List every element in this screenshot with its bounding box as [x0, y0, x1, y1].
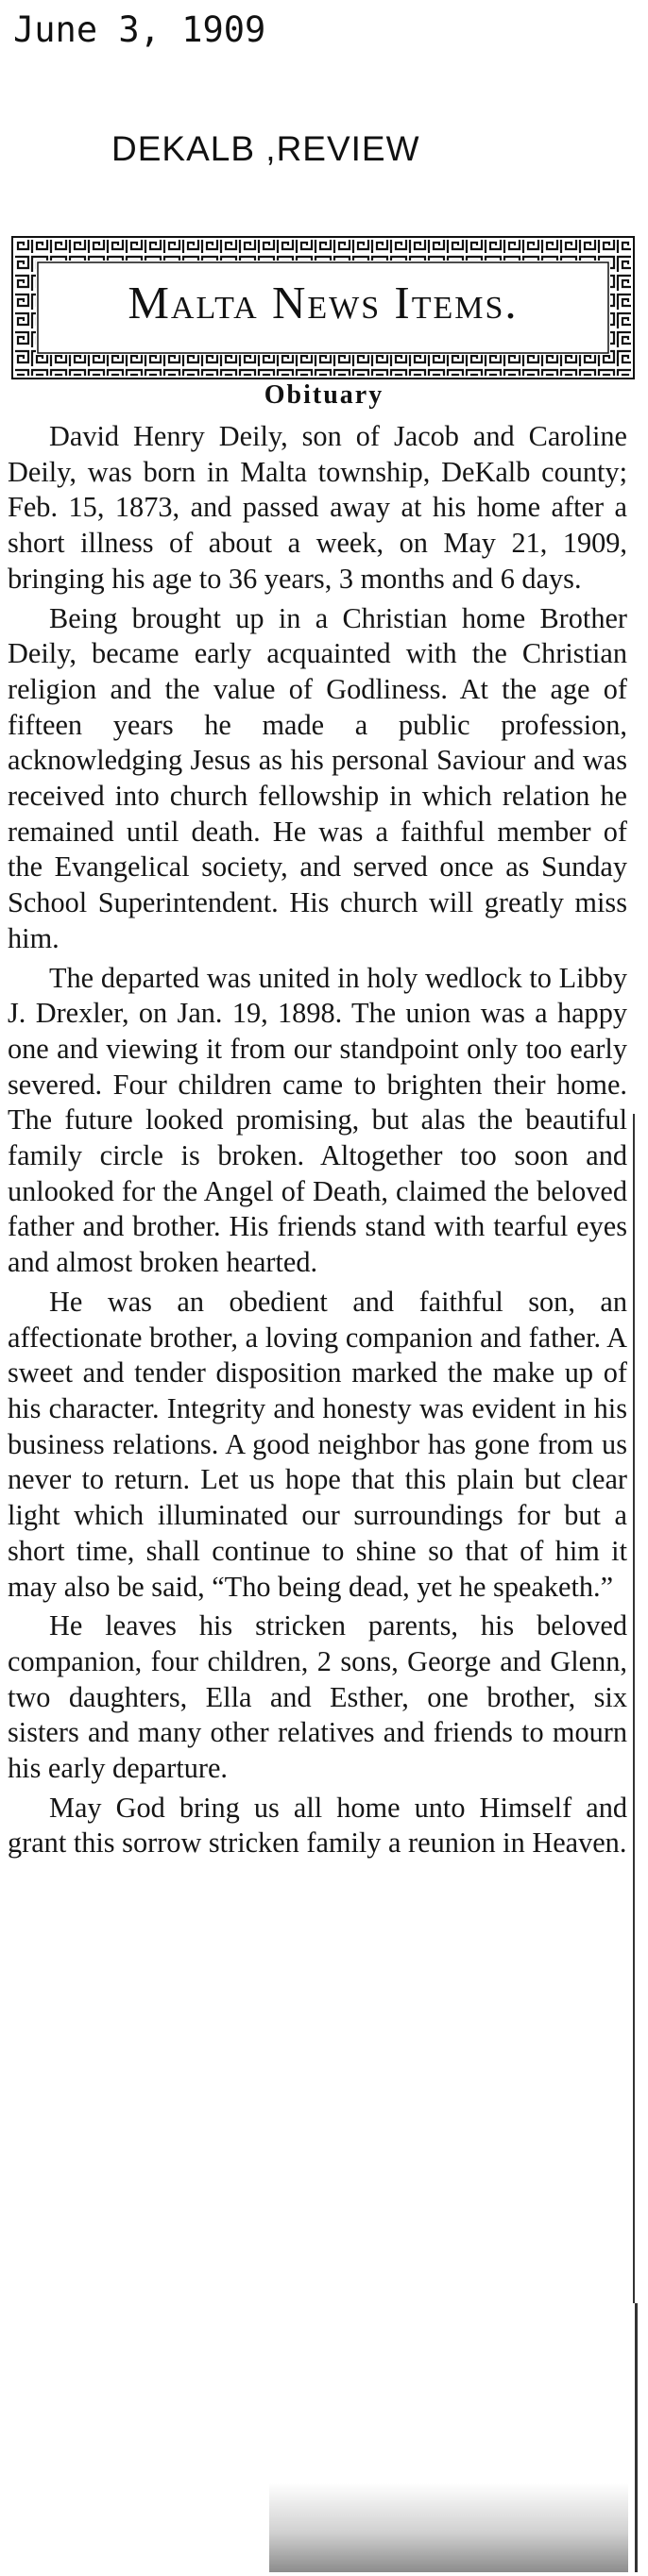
paragraph: David Henry Deily, son of Jacob and Caroline Deily, was born in Malta township, DeKalb county; Feb. 15, 1873, and passed away at his home after a short illness of about a week, on May 21, 1909, bringing his age to 36 years, 3 months and 6 days. — [8, 420, 627, 595]
article-body — [8, 419, 627, 1865]
column-masthead — [11, 236, 635, 379]
paragraph: The departed was united in holy wedlock to Libby J. Drexler, on Jan. 19, 1898. The union was a happy one and viewing it from our standpoint only too early severed. Four children came to brighten their home. The future looked promising, but alas the beautiful family circle is broken. Altogether too soon and unlooked for the Angel of Death, claimed the beloved father and brother. His friends stand with tearful eyes and almost broken hearted. — [8, 961, 627, 1279]
ink-smudge — [269, 2483, 628, 2572]
paragraph: He leaves his stricken parents, his beloved companion, four children, 2 sons, George and Glenn, two daughters, Ella and Esther, one brother, six sisters and many other relatives and friends to mourn his early departure. — [8, 1609, 627, 1785]
column-rule — [635, 2303, 638, 2572]
column-title: Malta News Items. — [128, 277, 519, 328]
paragraph: May God bring us all home unto Himself and grant this sorrow stricken family a reunion in Heaven. — [8, 1791, 627, 1860]
paragraph: Being brought up in a Christian home Brother Deily, became early acquainted with the Christian religion and the value of Godliness. At the age of fifteen years he made a public profession, acknowledging Jesus as his personal Saviour and was received into church fellowship in which relation he remained until death. He was a faithful member of the Evangelical society, and served once as Sunday School Superintendent. His church will greatly miss him. — [8, 601, 627, 954]
clipping-date: June 3, 1909 — [13, 9, 266, 50]
column-rule — [633, 1114, 635, 2303]
article-heading: Obituary — [264, 380, 384, 410]
publication-name: DEKALB ,REVIEW — [111, 129, 420, 168]
paragraph: He was an obedient and faithful son, an affectionate brother, a loving companion and father. A sweet and tender disposition marked the make up of his character. Integrity and honesty was evident in his business relations. A good neighbor has gone from us never to return. Let us hope that this plain but clear light which illuminated our surroundings for but a short time, shall continue to shine so that of him it may also be said, “Tho being dead, yet he speaketh.” — [8, 1285, 627, 1603]
